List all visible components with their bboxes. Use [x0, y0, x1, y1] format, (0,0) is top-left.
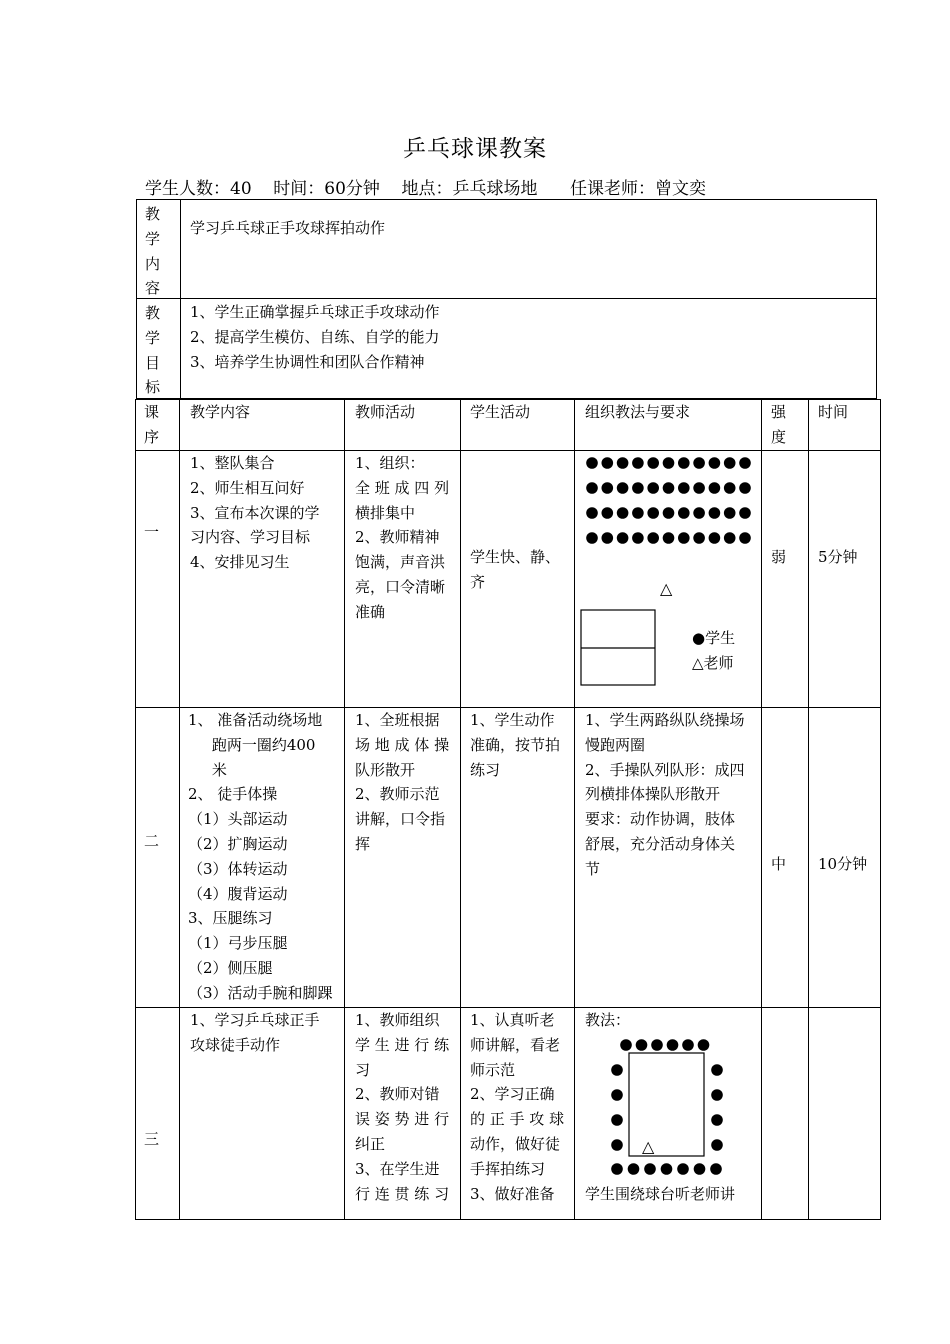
teacher-symbol: △ — [642, 1137, 655, 1156]
student-dot — [678, 482, 690, 494]
student-dot — [611, 1163, 623, 1175]
row2-order: 二 — [144, 832, 160, 850]
student-dot — [709, 532, 721, 544]
header-intensity: 强 度 — [771, 403, 787, 446]
legend-student: ●学生 — [692, 629, 736, 647]
row1-formation-diagram — [576, 452, 760, 706]
student-dot — [694, 1163, 706, 1175]
goal-list — [190, 300, 440, 374]
student-dot — [677, 1163, 689, 1175]
student-dot — [602, 507, 614, 519]
student-dot — [711, 1114, 723, 1126]
class-place: 地点：乒乓球场地 — [401, 179, 538, 199]
student-dot — [647, 532, 659, 544]
student-dot — [693, 457, 705, 469]
row1-content: 1、整队集合 2、师生相互问好 3、宣布本次课的学 习内容、学习目标 4、安排见习生 — [190, 454, 320, 572]
content-label: 教 学 内 容 — [145, 205, 161, 298]
row3-teacher: 1、教师组织 学 生 进 行 练 习 2、教师对错 误 姿 势 进 行 纠正 3、在学生进 行 连 贯 练 习 — [355, 1011, 450, 1203]
student-dot — [611, 1089, 623, 1101]
student-dot — [711, 1139, 723, 1151]
goal-label: 教 学 目 标 — [145, 304, 161, 397]
student-dots — [611, 1039, 723, 1175]
student-dot — [586, 532, 598, 544]
row3-table-diagram — [576, 1030, 760, 1190]
student-dot — [709, 507, 721, 519]
goal-item: 2、提高学生模仿、自练、自学的能力 — [190, 327, 440, 346]
row2-org: 1、学生两路纵队绕操场 慢跑两圈 2、手操队列队形：成四 列横排体操队形散开 要求：动作协调，肢体 舒展，充分活动身体关 节 — [585, 711, 745, 878]
student-dot — [644, 1163, 656, 1175]
row3-order: 三 — [144, 1130, 160, 1148]
student-dot — [663, 532, 675, 544]
student-dot — [709, 482, 721, 494]
class-time: 时间：60分钟 — [273, 179, 380, 199]
content-text: 学习乒乓球正手攻球挥拍动作 — [190, 219, 386, 237]
class-info — [145, 174, 706, 199]
student-dot — [632, 532, 644, 544]
student-dot — [586, 507, 598, 519]
student-dot — [628, 1163, 640, 1175]
student-dot — [698, 1039, 710, 1051]
student-dot — [739, 532, 751, 544]
row1-student: 学生快、静、 齐 — [470, 548, 561, 591]
student-dot — [693, 507, 705, 519]
student-dot — [710, 1163, 722, 1175]
header-content: 教学内容 — [190, 403, 251, 421]
student-dot — [667, 1039, 679, 1051]
header-org: 组织教法与要求 — [585, 403, 691, 421]
student-dot — [632, 457, 644, 469]
student-dot — [663, 482, 675, 494]
row2-teacher: 1、全班根据 场 地 成 体 操 队形散开 2、教师示范 讲解，口令指 挥 — [355, 711, 450, 853]
student-dot — [632, 482, 644, 494]
student-dot — [663, 507, 675, 519]
student-dot — [724, 482, 736, 494]
student-dot — [636, 1039, 648, 1051]
student-dot — [611, 1139, 623, 1151]
student-dot — [739, 457, 751, 469]
row1-teacher: 1、组织： 全 班 成 四 列 横排集中 2、教师精神 饱满，声音洪 亮，口令清晰 准确 — [355, 454, 450, 621]
header-order: 课 序 — [144, 403, 160, 446]
student-dot — [611, 1114, 623, 1126]
student-dot — [739, 482, 751, 494]
class-teacher: 任课老师：曾文奕 — [569, 179, 706, 199]
page-title: 乒乓球课教案 — [403, 136, 547, 162]
student-dot — [647, 457, 659, 469]
student-dot — [617, 507, 629, 519]
student-dot — [617, 457, 629, 469]
student-dot — [602, 482, 614, 494]
student-dot — [739, 507, 751, 519]
row1-time: 5分钟 — [818, 548, 858, 566]
student-dot — [647, 482, 659, 494]
row3-content: 1、学习乒乓球正手 攻球徒手动作 — [190, 1011, 320, 1054]
student-dot — [678, 457, 690, 469]
student-dot — [586, 482, 598, 494]
student-dot — [682, 1039, 694, 1051]
student-dot — [611, 1064, 623, 1076]
student-dot — [711, 1089, 723, 1101]
row2-intensity: 中 — [771, 855, 787, 873]
row2-student: 1、学生动作 准确，按节拍 练习 — [470, 711, 561, 779]
row2-content: 1、 准备活动绕场地 跑两一圈约400 米 2、 徒手体操 （1）头部运动 （2）扩胸运动 （3）体转运动 （4）腹背运动 3、压腿练习 （1）弓步压腿 （2）侧压腿 （3）活动手腕和脚踝 — [188, 711, 333, 1002]
student-dot — [602, 457, 614, 469]
goal-item: 3、培养学生协调性和团队合作精神 — [190, 352, 425, 371]
row2-time: 10分钟 — [818, 855, 868, 873]
student-dot — [651, 1039, 663, 1051]
row3-org-bottom: 学生围绕球台听老师讲 — [585, 1185, 736, 1203]
row3-org-title: 教法： — [585, 1011, 631, 1029]
student-dot — [724, 507, 736, 519]
student-dot — [663, 457, 675, 469]
header-time: 时间 — [818, 403, 849, 421]
student-dot — [724, 532, 736, 544]
student-dot — [724, 457, 736, 469]
row3-student: 1、认真听老 师讲解，看老 师示范 2、学习正确 的 正 手 攻 球 动作，做好徒 手挥拍练习 3、做好准备 — [470, 1011, 565, 1203]
student-dot — [647, 507, 659, 519]
legend-teacher: △老师 — [692, 654, 734, 672]
student-dot — [678, 507, 690, 519]
teacher-symbol: △ — [660, 579, 673, 598]
goal-item: 1、学生正确掌握乒乓球正手攻球动作 — [190, 303, 440, 321]
student-dot — [617, 482, 629, 494]
header-teacher: 教师活动 — [355, 403, 416, 421]
table-rectangle — [629, 1053, 704, 1156]
student-dot — [678, 532, 690, 544]
student-count: 学生人数：40 — [145, 179, 252, 199]
row1-intensity: 弱 — [771, 548, 787, 566]
header-student: 学生活动 — [470, 403, 531, 421]
student-dot — [617, 532, 629, 544]
student-dot — [661, 1163, 673, 1175]
student-dot — [586, 457, 598, 469]
student-dots — [586, 457, 751, 544]
student-dot — [602, 532, 614, 544]
student-dot — [709, 457, 721, 469]
student-dot — [693, 482, 705, 494]
student-dot — [693, 532, 705, 544]
student-dot — [711, 1064, 723, 1076]
student-dot — [632, 507, 644, 519]
student-dot — [620, 1039, 632, 1051]
row1-order: 一 — [144, 523, 160, 541]
